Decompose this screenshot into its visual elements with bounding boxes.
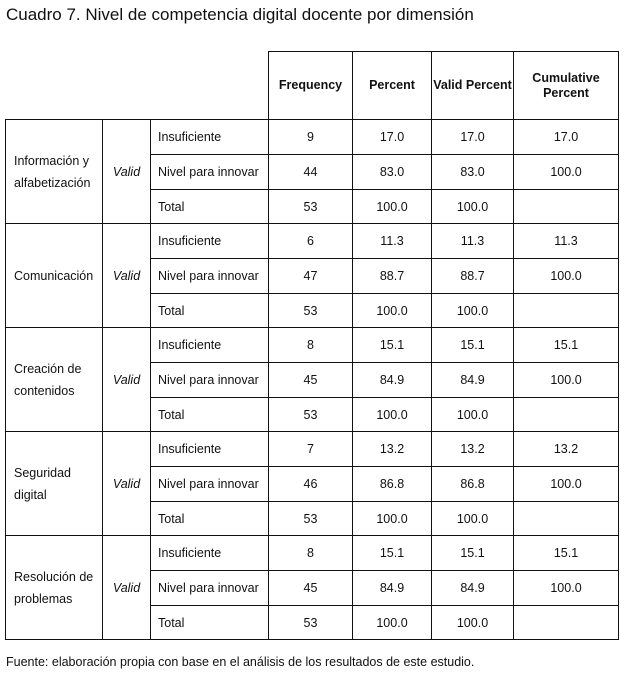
percent-cell: 15.1 — [353, 328, 432, 363]
cumulative-percent-cell: 100.0 — [514, 467, 619, 502]
valid-percent-cell: 15.1 — [432, 328, 514, 363]
category-cell: Total — [151, 294, 269, 328]
cumulative-percent-cell: 100.0 — [514, 155, 619, 190]
source-note: Fuente: elaboración propia con base en el análisis de los resultados de este estudio. — [6, 655, 475, 669]
valid-percent-cell: 83.0 — [432, 155, 514, 190]
frequency-cell: 8 — [269, 328, 353, 363]
header-row — [6, 52, 619, 120]
frequency-cell: 8 — [269, 536, 353, 571]
frequency-cell: 45 — [269, 363, 353, 398]
cumulative-percent-cell: 13.2 — [514, 432, 619, 467]
frequency-cell: 53 — [269, 606, 353, 640]
category-cell: Insuficiente — [151, 328, 269, 363]
cumulative-percent-cell — [514, 606, 619, 640]
category-cell: Insuficiente — [151, 536, 269, 571]
table-row — [6, 224, 619, 259]
percent-cell: 100.0 — [353, 190, 432, 224]
table-row — [6, 536, 619, 571]
percent-cell: 84.9 — [353, 571, 432, 606]
category-cell: Total — [151, 190, 269, 224]
dimension-cell: Resolución de problemas — [6, 536, 103, 640]
frequency-cell: 45 — [269, 571, 353, 606]
percent-cell: 86.8 — [353, 467, 432, 502]
frequency-cell: 47 — [269, 259, 353, 294]
category-cell: Total — [151, 606, 269, 640]
header-frequency: Frequency — [269, 52, 353, 120]
percent-cell: 88.7 — [353, 259, 432, 294]
dimension-cell: Información y alfabetización — [6, 120, 103, 224]
dimension-cell: Seguridad digital — [6, 432, 103, 536]
valid-label-cell: Valid — [103, 432, 151, 536]
valid-percent-cell: 86.8 — [432, 467, 514, 502]
table-row — [6, 432, 619, 467]
category-cell: Nivel para innovar — [151, 467, 269, 502]
percent-cell: 11.3 — [353, 224, 432, 259]
percent-cell: 84.9 — [353, 363, 432, 398]
percent-cell: 100.0 — [353, 606, 432, 640]
frequency-cell: 53 — [269, 398, 353, 432]
valid-label-cell: Valid — [103, 120, 151, 224]
frequency-cell: 44 — [269, 155, 353, 190]
table-body — [6, 120, 619, 640]
cumulative-percent-cell: 100.0 — [514, 259, 619, 294]
frequency-cell: 7 — [269, 432, 353, 467]
category-cell: Nivel para innovar — [151, 571, 269, 606]
frequency-cell: 46 — [269, 467, 353, 502]
valid-percent-cell: 84.9 — [432, 363, 514, 398]
percent-cell: 100.0 — [353, 294, 432, 328]
cumulative-percent-cell: 100.0 — [514, 571, 619, 606]
table-title: Cuadro 7. Nivel de competencia digital docente por dimensión — [6, 5, 474, 24]
cumulative-percent-cell — [514, 294, 619, 328]
valid-percent-cell: 11.3 — [432, 224, 514, 259]
valid-percent-cell: 100.0 — [432, 398, 514, 432]
category-cell: Insuficiente — [151, 120, 269, 155]
header-cumulative-percent: Cumulative Percent — [514, 52, 619, 120]
valid-percent-cell: 100.0 — [432, 190, 514, 224]
cumulative-percent-cell: 100.0 — [514, 363, 619, 398]
table-row — [6, 120, 619, 155]
percent-cell: 100.0 — [353, 398, 432, 432]
frequency-cell: 53 — [269, 502, 353, 536]
category-cell: Nivel para innovar — [151, 155, 269, 190]
category-cell: Insuficiente — [151, 432, 269, 467]
valid-percent-cell: 15.1 — [432, 536, 514, 571]
percent-cell: 83.0 — [353, 155, 432, 190]
cumulative-percent-cell: 17.0 — [514, 120, 619, 155]
cumulative-percent-cell — [514, 502, 619, 536]
cumulative-percent-cell: 11.3 — [514, 224, 619, 259]
frequency-cell: 9 — [269, 120, 353, 155]
cumulative-percent-cell — [514, 190, 619, 224]
category-cell: Total — [151, 398, 269, 432]
header-empty — [6, 52, 269, 120]
header-valid-percent: Valid Percent — [432, 52, 514, 120]
valid-percent-cell: 84.9 — [432, 571, 514, 606]
valid-label-cell: Valid — [103, 224, 151, 328]
percent-cell: 17.0 — [353, 120, 432, 155]
cumulative-percent-cell — [514, 398, 619, 432]
table-row — [6, 328, 619, 363]
dimension-cell: Creación de contenidos — [6, 328, 103, 432]
cumulative-percent-cell: 15.1 — [514, 536, 619, 571]
header-percent: Percent — [353, 52, 432, 120]
percent-cell: 100.0 — [353, 502, 432, 536]
cumulative-percent-cell: 15.1 — [514, 328, 619, 363]
valid-label-cell: Valid — [103, 536, 151, 640]
frequency-cell: 6 — [269, 224, 353, 259]
category-cell: Insuficiente — [151, 224, 269, 259]
valid-label-cell: Valid — [103, 328, 151, 432]
competencia-table — [5, 51, 619, 640]
frequency-cell: 53 — [269, 294, 353, 328]
valid-percent-cell: 100.0 — [432, 606, 514, 640]
category-cell: Total — [151, 502, 269, 536]
category-cell: Nivel para innovar — [151, 363, 269, 398]
valid-percent-cell: 100.0 — [432, 294, 514, 328]
dimension-cell: Comunicación — [6, 224, 103, 328]
category-cell: Nivel para innovar — [151, 259, 269, 294]
percent-cell: 13.2 — [353, 432, 432, 467]
valid-percent-cell: 88.7 — [432, 259, 514, 294]
percent-cell: 15.1 — [353, 536, 432, 571]
valid-percent-cell: 17.0 — [432, 120, 514, 155]
valid-percent-cell: 13.2 — [432, 432, 514, 467]
frequency-cell: 53 — [269, 190, 353, 224]
valid-percent-cell: 100.0 — [432, 502, 514, 536]
